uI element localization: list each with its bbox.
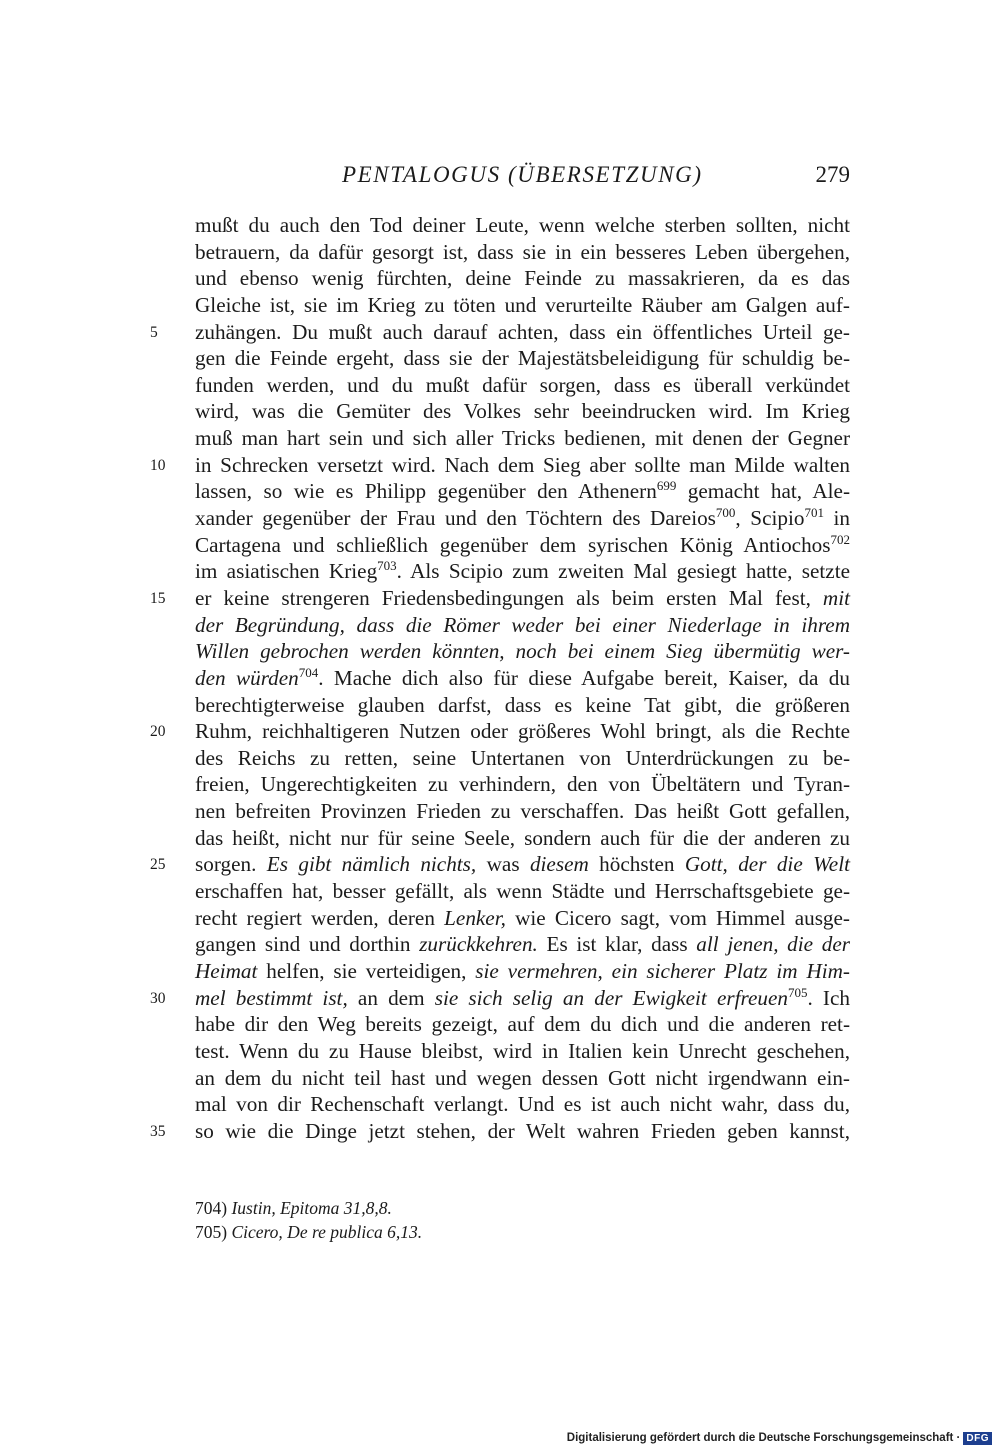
text-line	[195, 558, 850, 585]
text-line	[150, 718, 850, 745]
text-line	[195, 478, 850, 505]
line-text: habe dir den Weg bereits gezeigt, auf dem du dich und die anderen ret-	[195, 1012, 850, 1037]
text-line	[195, 1038, 850, 1065]
footnote-number: 705)	[195, 1222, 228, 1242]
line-text: so wie die Dinge jetzt stehen, der Welt wahren Frieden geben kannst,	[195, 1118, 850, 1143]
line-text: gen die Feinde ergeht, dass sie der Majestätsbeleidigung für schuldig be-	[195, 346, 850, 371]
text-line	[195, 745, 850, 772]
text-line	[195, 931, 850, 958]
text-line	[195, 825, 850, 852]
line-text: muß man hart sein und sich aller Tricks bedienen, mit denen der Gegner	[195, 426, 850, 451]
line-text: recht regiert werden, deren Lenker, wie Cicero sagt, vom Himmel ausge-	[195, 905, 850, 930]
running-title: PENTALOGUS (ÜBERSETZUNG)	[342, 162, 703, 187]
line-text: des Reichs zu retten, seine Untertanen von Unterdrückungen zu be-	[195, 745, 850, 770]
line-text: Heimat helfen, sie verteidigen, sie vermehren, ein sicherer Platz im Him-	[195, 958, 850, 983]
line-text: mel bestimmt ist, an dem sie sich selig an der Ewigkeit erfreuen$^{705}$. Ich	[195, 984, 850, 1010]
line-number: 30	[150, 989, 166, 1007]
text-line	[195, 345, 850, 372]
running-header	[195, 162, 850, 196]
text-line	[195, 638, 850, 665]
line-number: 10	[150, 456, 166, 474]
line-text: im asiatischen Krieg$^{703}$. Als Scipio zum zweiten Mal gesiegt hatte, setzte	[195, 558, 850, 584]
text-line	[195, 1011, 850, 1038]
line-text: nen befreiten Provinzen Frieden zu verschaffen. Das heißt Gott gefallen,	[195, 799, 850, 824]
main-text	[150, 212, 850, 1144]
line-text: zuhängen. Du mußt auch darauf achten, dass ein öffentliches Urteil ge-	[195, 319, 850, 344]
text-line	[195, 425, 850, 452]
line-text: betrauern, da dafür gesorgt ist, dass sie in ein besseres Leben übergehen,	[195, 239, 850, 264]
line-text: wird, was die Gemüter des Volkes sehr beeindrucken wird. Im Krieg	[195, 399, 850, 424]
text-line	[195, 372, 850, 399]
text-line	[150, 319, 850, 346]
text-line	[195, 292, 850, 319]
digitization-footer	[567, 1428, 992, 1448]
footnote-number: 704)	[195, 1198, 228, 1218]
footnote-text: Iustin, Epitoma 31,8,8.	[231, 1198, 392, 1218]
text-line	[195, 239, 850, 266]
text-line	[150, 585, 850, 612]
text-line	[150, 452, 850, 479]
line-text: Ruhm, reichhaltigeren Nutzen oder größeres Wohl bringt, als die Rechte	[195, 719, 850, 744]
text-line	[195, 905, 850, 932]
line-text: Gleiche ist, sie im Krieg zu töten und verurteilte Räuber am Galgen auf-	[195, 292, 850, 317]
line-text: mußt du auch den Tod deiner Leute, wenn welche sterben sollten, nicht	[195, 213, 850, 237]
line-text: das heißt, nicht nur für seine Seele, sondern auch für die der anderen zu	[195, 825, 850, 850]
footnote-text: Cicero, De re publica 6,13.	[231, 1222, 423, 1242]
text-line	[195, 612, 850, 639]
text-line	[195, 212, 850, 239]
text-line	[150, 984, 850, 1012]
text-line	[195, 798, 850, 825]
text-line	[150, 851, 850, 878]
text-line	[195, 505, 850, 532]
text-line	[195, 878, 850, 905]
text-line	[195, 1065, 850, 1092]
text-line	[150, 1118, 850, 1145]
line-text: an dem du nicht teil hast und wegen dessen Gott nicht irgendwann ein-	[195, 1065, 850, 1090]
line-text: berechtigterweise glauben darfst, dass es keine Tat gibt, die größeren	[195, 692, 850, 717]
line-text: test. Wenn du zu Hause bleibst, wird in Italien kein Unrecht geschehen,	[195, 1038, 850, 1063]
text-line	[195, 532, 850, 559]
line-number: 5	[150, 323, 158, 341]
line-text: der Begründung, dass die Römer weder bei einer Niederlage in ihrem	[195, 612, 850, 637]
line-number: 35	[150, 1122, 166, 1140]
line-text: xander gegenüber der Frau und den Töchtern des Dareios$^{700}$, Scipio$^{701}$ in	[195, 505, 850, 531]
footer-credit: Digitalisierung gefördert durch die Deutsche Forschungsgemeinschaft ·	[566, 1432, 961, 1444]
line-text: in Schrecken versetzt wird. Nach dem Sieg aber sollte man Milde walten	[195, 452, 850, 477]
line-number: 20	[150, 723, 166, 741]
line-text: sorgen. Es gibt nämlich nichts, was diesem höchsten Gott, der die Welt	[195, 852, 850, 877]
text-line	[195, 771, 850, 798]
line-number: 25	[150, 856, 166, 874]
line-text: Willen gebrochen werden könnten, noch bei einem Sieg übermütig wer-	[195, 639, 850, 664]
footnotes	[195, 1196, 850, 1244]
line-text: mal von dir Rechenschaft verlangt. Und es ist auch nicht wahr, dass du,	[195, 1092, 850, 1117]
footnote-705	[195, 1220, 850, 1244]
text-line	[195, 958, 850, 985]
dfg-logo: DFG	[963, 1432, 992, 1445]
line-text: und ebenso wenig fürchten, deine Feinde zu massakrieren, da es das	[195, 266, 850, 291]
page-number: 279	[815, 162, 850, 187]
text-line	[195, 265, 850, 292]
text-line	[195, 1091, 850, 1118]
text-line	[195, 398, 850, 425]
line-text: gangen sind und dorthin zurückkehren. Es ist klar, dass all jenen, die der	[195, 932, 850, 957]
line-text: erschaffen hat, besser gefällt, als wenn Städte und Herrschaftsgebiete ge-	[195, 879, 850, 904]
line-number: 15	[150, 589, 166, 607]
line-text: den würden$^{704}$. Mache dich also für diese Aufgabe bereit, Kaiser, da du	[195, 664, 850, 690]
text-line	[195, 692, 850, 719]
line-text: funden werden, und du mußt dafür sorgen, dass es überall verkündet	[195, 372, 850, 397]
line-text: freien, Ungerechtigkeiten zu verhindern, den von Übeltätern und Tyran-	[195, 772, 850, 797]
footnote-704	[195, 1196, 850, 1220]
line-text: Cartagena und schließlich gegenüber dem syrischen König Antiochos$^{702}$	[195, 531, 850, 557]
line-text: er keine strengeren Friedensbedingungen als beim ersten Mal fest, mit	[195, 585, 850, 610]
text-line	[195, 665, 850, 692]
line-text: lassen, so wie es Philipp gegenüber den Athenern$^{699}$ gemacht hat, Ale-	[195, 478, 850, 504]
